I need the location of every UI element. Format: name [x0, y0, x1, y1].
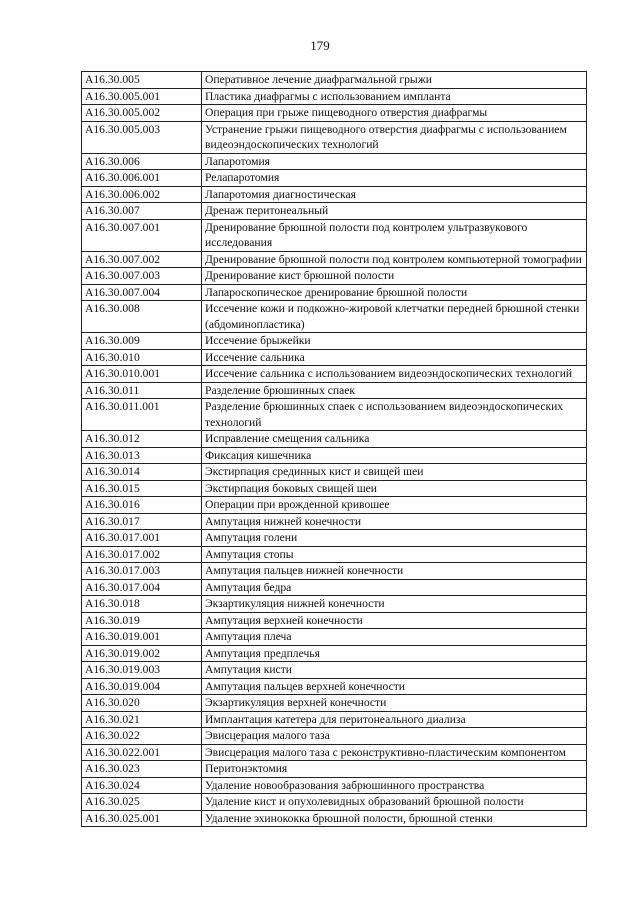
table-row: [82, 105, 587, 122]
table-row: [82, 88, 587, 105]
service-name-cell: Ампутация плеча: [202, 629, 587, 646]
table-row: [82, 596, 587, 613]
service-code-cell: A16.30.005.001: [82, 88, 202, 105]
table-row: [82, 546, 587, 563]
table-row: [82, 284, 587, 301]
table-row: [82, 645, 587, 662]
service-name-cell: Удаление кист и опухолевидных образований брюшной полости: [202, 794, 587, 811]
service-code-cell: A16.30.019.004: [82, 678, 202, 695]
service-name-cell: Пластика диафрагмы с использованием импланта: [202, 88, 587, 105]
service-code-cell: A16.30.006.002: [82, 186, 202, 203]
table-row: [82, 744, 587, 761]
service-code-cell: A16.30.010: [82, 349, 202, 366]
service-code-cell: A16.30.007: [82, 203, 202, 220]
table-row: [82, 366, 587, 383]
table-row: [82, 170, 587, 187]
service-code-cell: A16.30.022: [82, 728, 202, 745]
service-code-cell: A16.30.013: [82, 447, 202, 464]
service-code-cell: A16.30.006: [82, 153, 202, 170]
table-row: [82, 761, 587, 778]
service-name-cell: Эвисцерация малого таза: [202, 728, 587, 745]
service-name-cell: Ампутация верхней конечности: [202, 612, 587, 629]
table-row: [82, 447, 587, 464]
service-name-cell: Иссечение сальника с использованием видеоэндоскопических технологий: [202, 366, 587, 383]
table-row: [82, 810, 587, 827]
service-code-cell: A16.30.009: [82, 333, 202, 350]
service-code-cell: A16.30.017: [82, 513, 202, 530]
table-row: [82, 728, 587, 745]
table-row: [82, 121, 587, 153]
service-code-cell: A16.30.019: [82, 612, 202, 629]
table-row: [82, 349, 587, 366]
page-number: 179: [310, 38, 330, 53]
service-name-cell: Исправление смещения сальника: [202, 431, 587, 448]
table-row: [82, 497, 587, 514]
service-name-cell: Экзартикуляция верхней конечности: [202, 695, 587, 712]
service-code-cell: A16.30.015: [82, 480, 202, 497]
service-name-cell: Устранение грыжи пищеводного отверстия диафрагмы с использованием видеоэндоскопических технологий: [202, 121, 587, 153]
table-row: [82, 678, 587, 695]
service-name-cell: Операция при грыже пищеводного отверстия диафрагмы: [202, 105, 587, 122]
service-name-cell: Экзартикуляция нижней конечности: [202, 596, 587, 613]
service-code-cell: A16.30.010.001: [82, 366, 202, 383]
service-name-cell: Удаление новообразования забрюшинного пространства: [202, 777, 587, 794]
service-code-cell: A16.30.017.003: [82, 563, 202, 580]
service-name-cell: Ампутация голени: [202, 530, 587, 547]
service-name-cell: Лапаротомия диагностическая: [202, 186, 587, 203]
table-row: [82, 612, 587, 629]
service-code-cell: A16.30.017.001: [82, 530, 202, 547]
service-code-cell: A16.30.017.004: [82, 579, 202, 596]
table-row: [82, 268, 587, 285]
service-name-cell: Релапаротомия: [202, 170, 587, 187]
service-code-cell: A16.30.007.001: [82, 219, 202, 251]
service-name-cell: Лапароскопическое дренирование брюшной полости: [202, 284, 587, 301]
service-name-cell: Ампутация пальцев нижней конечности: [202, 563, 587, 580]
service-name-cell: Экстирпация срединных кист и свищей шеи: [202, 464, 587, 481]
table-row: [82, 794, 587, 811]
table-row: [82, 431, 587, 448]
service-code-cell: A16.30.007.004: [82, 284, 202, 301]
table-row: [82, 333, 587, 350]
service-code-cell: A16.30.012: [82, 431, 202, 448]
table-row: [82, 72, 587, 89]
service-name-cell: Ампутация предплечья: [202, 645, 587, 662]
service-name-cell: Разделение брюшинных спаек: [202, 382, 587, 399]
service-code-cell: A16.30.016: [82, 497, 202, 514]
service-code-cell: A16.30.005.002: [82, 105, 202, 122]
service-name-cell: Дренирование брюшной полости под контролем компьютерной томографии: [202, 251, 587, 268]
table-row: [82, 203, 587, 220]
service-code-cell: A16.30.014: [82, 464, 202, 481]
service-name-cell: Экстирпация боковых свищей шеи: [202, 480, 587, 497]
service-code-cell: A16.30.007.003: [82, 268, 202, 285]
service-name-cell: Ампутация пальцев верхней конечности: [202, 678, 587, 695]
service-code-cell: A16.30.025: [82, 794, 202, 811]
service-name-cell: Удаление эхинококка брюшной полости, брюшной стенки: [202, 810, 587, 827]
service-name-cell: Эвисцерация малого таза с реконструктивно-пластическим компонентом: [202, 744, 587, 761]
table-body: [82, 72, 587, 827]
table-row: [82, 530, 587, 547]
table-row: [82, 186, 587, 203]
service-code-cell: A16.30.017.002: [82, 546, 202, 563]
service-name-cell: Фиксация кишечника: [202, 447, 587, 464]
service-name-cell: Ампутация кисти: [202, 662, 587, 679]
service-code-cell: A16.30.019.002: [82, 645, 202, 662]
service-name-cell: Разделение брюшинных спаек с использованием видеоэндоскопических технологий: [202, 399, 587, 431]
table-row: [82, 219, 587, 251]
service-code-cell: A16.30.007.002: [82, 251, 202, 268]
service-name-cell: Лапаротомия: [202, 153, 587, 170]
service-code-cell: A16.30.006.001: [82, 170, 202, 187]
service-name-cell: Дренирование кист брюшной полости: [202, 268, 587, 285]
table-row: [82, 579, 587, 596]
service-name-cell: Имплантация катетера для перитонеального диализа: [202, 711, 587, 728]
service-name-cell: Ампутация стопы: [202, 546, 587, 563]
table-row: [82, 563, 587, 580]
service-code-cell: A16.30.019.001: [82, 629, 202, 646]
service-code-cell: A16.30.023: [82, 761, 202, 778]
service-code-cell: A16.30.005: [82, 72, 202, 89]
service-code-cell: A16.30.019.003: [82, 662, 202, 679]
table-row: [82, 629, 587, 646]
service-name-cell: Оперативное лечение диафрагмальной грыжи: [202, 72, 587, 89]
service-code-cell: A16.30.011.001: [82, 399, 202, 431]
service-code-cell: A16.30.020: [82, 695, 202, 712]
service-code-cell: A16.30.008: [82, 301, 202, 333]
service-code-cell: A16.30.005.003: [82, 121, 202, 153]
table-row: [82, 777, 587, 794]
table-row: [82, 301, 587, 333]
table-row: [82, 662, 587, 679]
table-row: [82, 382, 587, 399]
service-name-cell: Иссечение кожи и подкожно-жировой клетчатки передней брюшной стенки (абдоминопластика): [202, 301, 587, 333]
table-row: [82, 153, 587, 170]
service-code-cell: A16.30.018: [82, 596, 202, 613]
service-code-cell: A16.30.022.001: [82, 744, 202, 761]
service-code-cell: A16.30.025.001: [82, 810, 202, 827]
service-name-cell: Перитонэктомия: [202, 761, 587, 778]
table-row: [82, 251, 587, 268]
service-name-cell: Дренирование брюшной полости под контролем ультразвукового исследования: [202, 219, 587, 251]
table-row: [82, 480, 587, 497]
table-row: [82, 399, 587, 431]
service-name-cell: Иссечение сальника: [202, 349, 587, 366]
service-name-cell: Ампутация бедра: [202, 579, 587, 596]
medical-services-table: [81, 71, 587, 827]
table-row: [82, 513, 587, 530]
service-code-cell: A16.30.021: [82, 711, 202, 728]
service-name-cell: Ампутация нижней конечности: [202, 513, 587, 530]
service-name-cell: Иссечение брыжейки: [202, 333, 587, 350]
service-code-cell: A16.30.011: [82, 382, 202, 399]
table-row: [82, 464, 587, 481]
service-name-cell: Операции при врожденной кривошее: [202, 497, 587, 514]
service-name-cell: Дренаж перитонеальный: [202, 203, 587, 220]
service-code-cell: A16.30.024: [82, 777, 202, 794]
table-row: [82, 695, 587, 712]
table-row: [82, 711, 587, 728]
